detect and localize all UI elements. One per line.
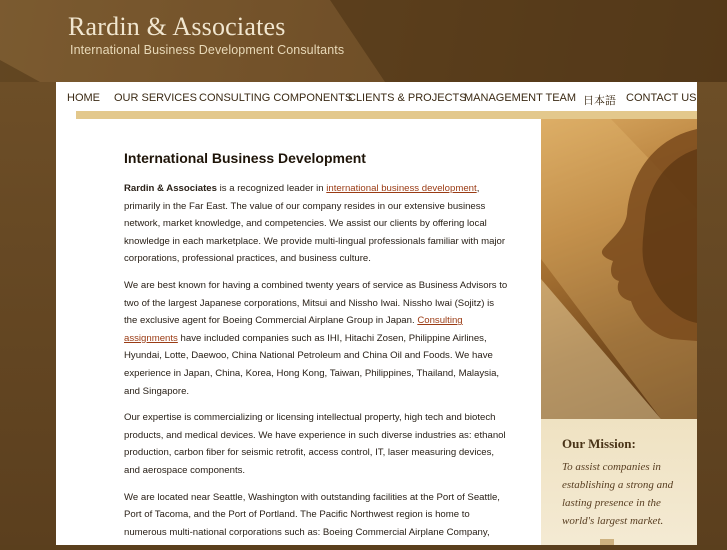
- brand-tagline: International Business Development Consultants: [70, 43, 345, 57]
- nav-consulting-components[interactable]: CONSULTING COMPONENTS: [199, 92, 353, 104]
- nav-underline-strip: [76, 111, 697, 119]
- nav-clients-projects[interactable]: CLIENTS & PROJECTS: [348, 92, 467, 104]
- main-content: [124, 150, 508, 550]
- profile-portrait: [541, 119, 697, 419]
- hero-photo: [541, 119, 697, 419]
- nav-contact-us[interactable]: CONTACT US: [626, 92, 697, 104]
- consulting-assignments-link[interactable]: Consulting assignments: [124, 315, 463, 344]
- nav-japanese[interactable]: 日本語: [583, 95, 616, 107]
- mission-text: To assist companies in establishing a strong and lasting presence in the world's largest market.: [562, 461, 674, 527]
- nav-our-services[interactable]: OUR SERVICES: [114, 92, 197, 104]
- page-title: International Business Development: [124, 150, 366, 166]
- nav-home[interactable]: HOME: [67, 92, 100, 104]
- intro-paragraph: [124, 180, 508, 268]
- experience-text-2: have included companies such as IHI, Hitachi Zosen, Philippine Airlines, Hyundai, Lotte, Daewoo, China National Petroleum and China Oil and Foods. We have experience in Japan, China, Korea, Hong Kong, Taiwan, Philippines, Thailand, Malaysia, and Singapore.: [124, 332, 500, 397]
- left-border: [0, 82, 56, 545]
- main-nav: [56, 84, 697, 110]
- location-paragraph: We are located near Seattle, Washington with outstanding facilities at the Port of Seattle, Port of Tacoma, and the Port of Portland. The Pacific Northwest region is home to numerous multi-national corporations such as: Boeing Commercial Airplane Company,: [124, 491, 500, 538]
- ibd-link[interactable]: international business development: [326, 183, 477, 194]
- expertise-paragraph: Our expertise is commercializing or licensing intellectual property, high tech and biotech products, and medical devices. We have experience in such diverse industries as: ethanol production, carbon fiber for seismic retrofit, access control, IT, laser measuring devices, and aerospace components.: [124, 412, 506, 476]
- bottom-marker: [600, 539, 614, 545]
- intro-text-1: is a recognized leader in: [216, 183, 327, 194]
- company-name: Rardin & Associates: [124, 183, 217, 194]
- experience-paragraph: [124, 277, 508, 400]
- intro-text-2: , primarily in the Far East. The value of our company resides in our extensive business network, market knowledge, and competencies. We assist our clients by offering local knowledge in each marketplace. We provide multi-lingual professionals familiar with major corporations, professional practices, and business culture.: [124, 183, 506, 265]
- mission-title: Our Mission:: [562, 436, 636, 451]
- experience-text-1: We are best known for having a combined twenty years of service as Business Advisors to two of the largest Japanese corporations, Mitsui and Nissho Iwai. Nissho Iwai (Sojitz) is the exclusive agent for Boeing Commercial Airplane Group in Japan.: [124, 279, 508, 327]
- brand-title: Rardin & Associates: [68, 12, 286, 41]
- nav-management-team[interactable]: MANAGEMENT TEAM: [464, 92, 577, 104]
- right-border: [697, 82, 727, 545]
